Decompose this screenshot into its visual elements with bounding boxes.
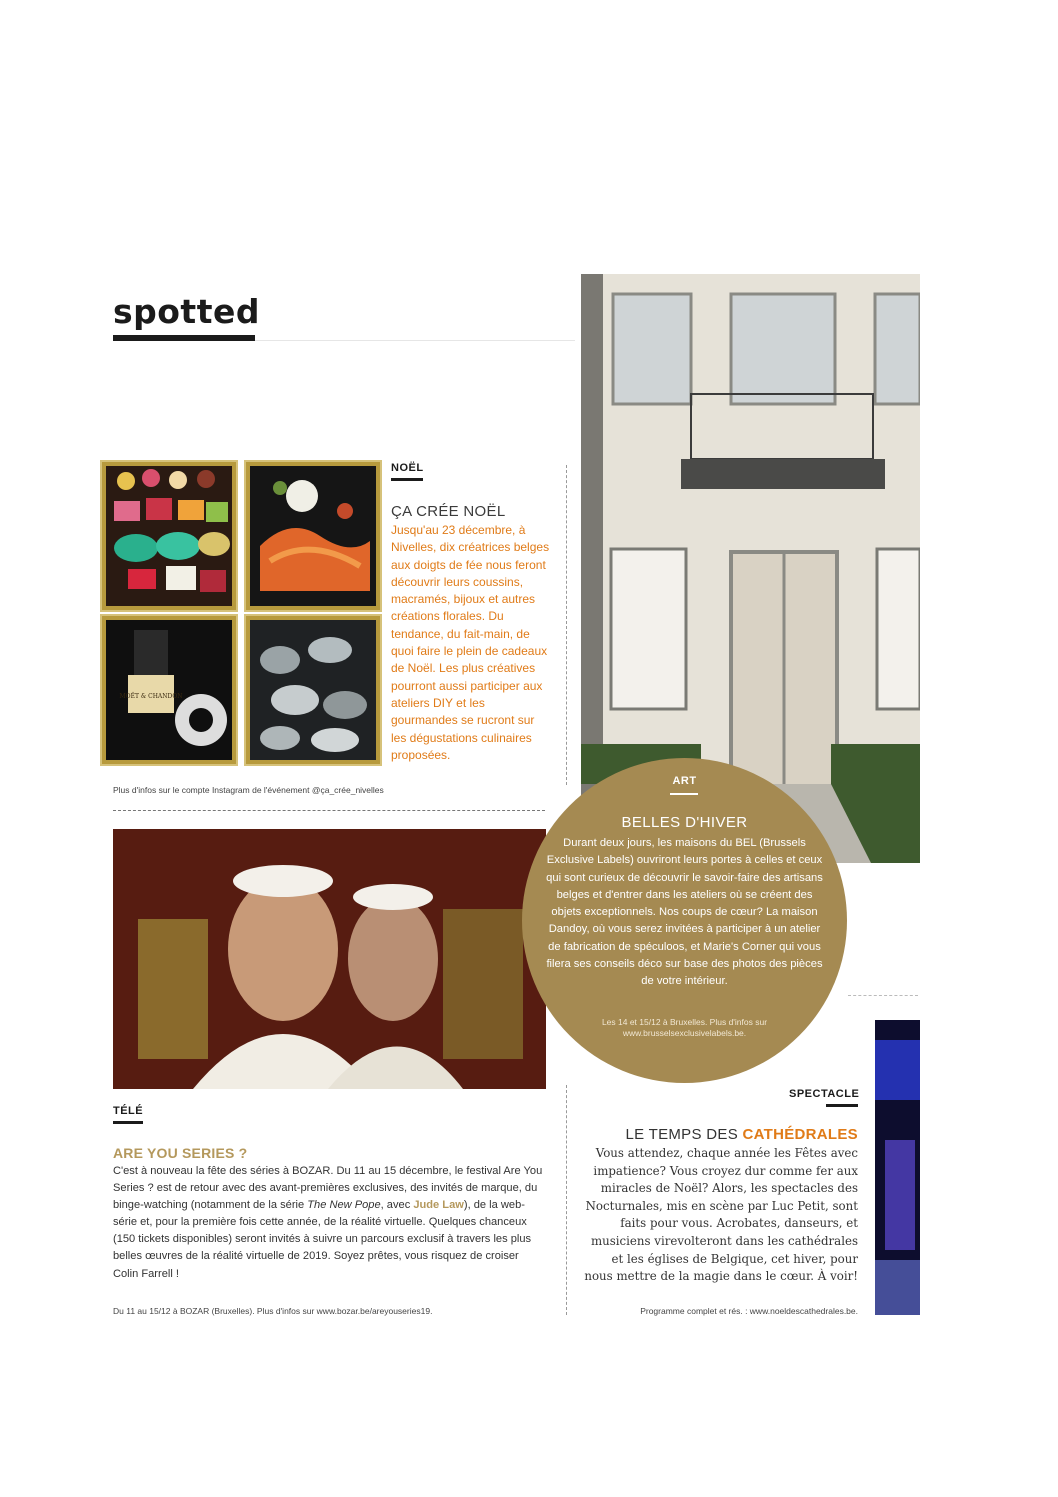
- spectacle-title-plain: LE TEMPS DES: [625, 1126, 743, 1143]
- dashed-divider: [113, 810, 545, 811]
- kicker-noel: NOËL: [391, 462, 424, 474]
- tele-body: [113, 1163, 545, 1283]
- noel-source: Plus d'infos sur le compte Instagram de l'événement @ça_crée_nivelles: [113, 785, 384, 795]
- art-title: BELLES D'HIVER: [621, 814, 748, 831]
- art-source: Les 14 et 15/12 à Bruxelles. Plus d'infos sur www.brusselsexclusivelabels.be.: [601, 1017, 768, 1038]
- photo-the-new-pope: [113, 829, 546, 1089]
- photo-champagne: [102, 616, 236, 764]
- bottle-label: MOËT & CHANDON: [119, 693, 183, 700]
- brand-underline: [113, 335, 255, 341]
- section-brand: spotted: [113, 292, 260, 331]
- photo-oysters: [246, 616, 380, 764]
- spectacle-source: Programme complet et rés. : www.noeldescathedrales.be.: [640, 1306, 858, 1316]
- kicker-art: ART: [672, 775, 697, 787]
- art-body: Durant deux jours, les maisons du BEL (Brussels Exclusive Labels) ouvriront leurs portes à celles et ceux qui sont curieux de découvrir le savoir-faire des artisans belges et d'entrer dans les ateliers où se créent des objets exceptionnels. Nos coups de cœur? La maison Dandoy, où vous serez invitées à participer à un atelier de fabrication de spéculoos, et Marie's Corner qui vous filera ses conseils déco sur base des photos des pièces de votre intérieur.: [546, 837, 823, 988]
- art-callout-circle: [522, 758, 847, 1083]
- spectacle-title: [600, 1126, 858, 1143]
- series-title: The New Pope: [307, 1199, 381, 1212]
- kicker-underline: [670, 793, 698, 795]
- tele-title: ARE YOU SERIES ?: [113, 1145, 248, 1161]
- column-divider: [566, 1085, 567, 1315]
- tele-body-part: , avec: [380, 1199, 414, 1212]
- kicker-underline: [826, 1104, 858, 1107]
- kicker-spectacle: SPECTACLE: [789, 1088, 860, 1100]
- column-divider: [566, 465, 567, 785]
- header-rule: [255, 340, 575, 341]
- noel-title: ÇA CRÉE NOËL: [391, 503, 506, 520]
- tele-body-part: C'est à nouveau la fête des séries à BOZAR. Du 11 au 15 décembre, le festival Are You Series ? est de retour avec des avant-premières exclusives, des invités de marque, du binge-watching (notamment de la série: [113, 1165, 543, 1212]
- noel-body: Jusqu'au 23 décembre, à Nivelles, dix créatrices belges aux doigts de fée nous feront découvrir leurs coussins, macramés, bijoux et autres créations florales. Du tendance, du fait-main, de quoi faire le plein de cadeaux de Noël. Les plus créatives pourront aussi participer aux ateliers DIY et les gourmandes se rucront sur les dégustations culinaires proposées.: [391, 523, 550, 762]
- spectacle-body: Vous attendez, chaque année les Fêtes avec impatience? Vous croyez dur comme fer aux miracles de Noël? Alors, les spectacles des Nocturnales, mis en scène par Luc Petit, sont faits pour vous. Acrobates, danseurs, et musiciens virevolteront dans les cathédrales et les églises de Belgique, cet hiver, pour nous mettre de la magie dans le cœur. À voir!: [584, 1146, 858, 1284]
- dashed-divider: [848, 995, 918, 996]
- photo-cathedral-show: [875, 1020, 920, 1315]
- tele-source: Du 11 au 15/12 à BOZAR (Bruxelles). Plus d'infos sur www.bozar.be/areyouseries19.: [113, 1306, 433, 1316]
- tele-body-part: ), de la web-série et, pour la première fois cette année, de la réalité virtuelle. Quelques chanceux (150 tickets disponibles) seront invités à suivre un parcours exclusif à travers les plus belles œuvres de la réalité virtuelle de 2019. Soyez prêtes, vous risquez de croiser Colin Farrell !: [113, 1199, 532, 1280]
- kicker-underline: [113, 1121, 143, 1124]
- spectacle-title-highlight: CATHÉDRALES: [742, 1126, 858, 1143]
- photo-macarons: [102, 462, 236, 610]
- photo-lobster: [246, 462, 380, 610]
- kicker-tele: TÉLÉ: [113, 1105, 144, 1117]
- kicker-underline: [391, 478, 423, 481]
- actor-highlight: Jude Law: [413, 1199, 464, 1212]
